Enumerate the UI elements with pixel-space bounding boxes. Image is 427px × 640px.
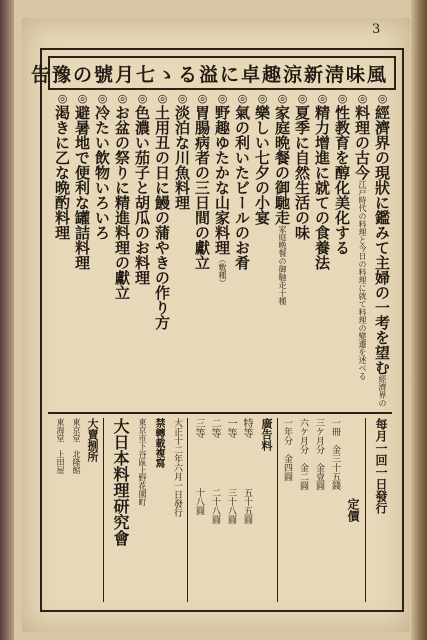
publisher-name: 大日本料理研究會 <box>111 418 130 546</box>
address: 東京市下谷區上野花園町 <box>138 418 147 506</box>
price-row-3: 六ケ月分 金二圓 <box>298 418 308 490</box>
article-column <box>273 92 292 410</box>
article-column <box>173 92 192 410</box>
bullet-mark: ◎ <box>56 92 69 105</box>
bullet-mark: ◎ <box>176 92 189 105</box>
article-subtitle: 江戸時代の料理と今日の料理に就て料理の變遷を述べる <box>358 180 367 380</box>
article-column <box>253 92 272 410</box>
bullet-mark: ◎ <box>296 92 309 105</box>
book-spine <box>0 0 14 640</box>
price-header: 定價 <box>346 498 360 522</box>
article-title: 冷たい飲物いろいろ <box>93 105 111 240</box>
article-title: 胃腸病者の三日間の獻立 <box>193 105 211 270</box>
article-title: 土用丑の日に鰻の蒲やきの作り方 <box>153 105 171 330</box>
bullet-mark: ◎ <box>256 92 269 105</box>
bullet-mark: ◎ <box>96 92 109 105</box>
ad-header: 廣告料 <box>260 418 273 451</box>
article-column <box>333 92 352 410</box>
ad-class-3: 二等 <box>209 418 220 438</box>
article-title: 經濟界の現狀に鑑みて主婦の一考を望む <box>373 105 391 375</box>
article-title: 色濃い茄子と胡瓜のお料理 <box>133 105 151 285</box>
bullet-mark: ◎ <box>196 92 209 105</box>
divider <box>103 418 104 602</box>
article-column <box>93 92 112 410</box>
banner <box>30 56 396 90</box>
article-title: 避暑地で便利な罐詰料理 <box>73 105 91 270</box>
divider <box>365 418 366 602</box>
article-column <box>373 92 392 410</box>
article-title: お盆の祭りに精進料理の獻立 <box>113 105 131 300</box>
reprint-notice: 禁轉載複寫 <box>153 418 164 468</box>
bullet-mark: ◎ <box>216 92 229 105</box>
article-column <box>193 92 212 410</box>
article-column <box>353 92 372 410</box>
article-title: 氣の利いたビールのお肴 <box>233 105 251 270</box>
article-title: 精力增進に就ての食養法 <box>313 105 331 270</box>
article-title: 野趣ゆたかな山家料理 <box>213 105 231 255</box>
ad-price-4: 十八圓 <box>194 488 204 515</box>
article-column <box>293 92 312 410</box>
bullet-mark: ◎ <box>356 92 369 105</box>
divider <box>277 418 278 602</box>
price-row-1: 一冊 金三十五錢 <box>330 418 340 490</box>
article-column <box>153 92 172 410</box>
bullet-mark: ◎ <box>76 92 89 105</box>
distributor-list-1: 東京堂 北隆館 <box>72 418 81 474</box>
article-title: 淡泊な川魚料理 <box>173 105 191 210</box>
ad-price-2: 三十八圓 <box>226 488 236 524</box>
article-subtitle: 家庭晩餐の御馳走十種 <box>278 225 287 305</box>
divider <box>187 418 188 602</box>
ad-price-3: 二十八圓 <box>210 488 220 524</box>
article-column <box>113 92 132 410</box>
price-row-4: 一年分 金四圓 <box>282 418 292 481</box>
article-title: 家庭晩餐の御馳走 <box>273 105 291 225</box>
article-column <box>213 92 232 410</box>
ad-class-4: 三等 <box>193 418 204 438</box>
price-row-2: 三ケ月分 金壹圓 <box>314 418 324 490</box>
page-edge <box>411 0 427 640</box>
distributor-header: 大賣捌所 <box>86 418 99 462</box>
bullet-mark: ◎ <box>316 92 329 105</box>
divider-line <box>48 412 392 414</box>
ad-price-1: 五十五圓 <box>242 488 252 524</box>
bullet-mark: ◎ <box>156 92 169 105</box>
bullet-mark: ◎ <box>116 92 129 105</box>
banner-title: 風味淸新涼趣卓に溢るゝ七月號の豫告 <box>30 64 388 86</box>
article-title: 樂しい七夕の小宴 <box>253 105 271 225</box>
bullet-mark: ◎ <box>336 92 349 105</box>
ad-class-2: 一等 <box>225 418 236 438</box>
ad-class-1: 特等 <box>241 418 252 438</box>
bullet-mark: ◎ <box>136 92 149 105</box>
colophon <box>48 418 392 602</box>
publish-info: 大正十二年六月一日發行 <box>172 418 182 517</box>
article-subtitle: 經濟界の <box>378 375 387 407</box>
article-column <box>133 92 152 410</box>
page-number: 3 <box>372 22 381 37</box>
bullet-mark: ◎ <box>376 92 389 105</box>
article-title: 性教育を醇化美化する <box>333 105 351 255</box>
bullet-mark: ◎ <box>276 92 289 105</box>
issue-note: 每月一回一日發行 <box>374 418 388 514</box>
main-columns <box>48 92 392 410</box>
article-subtitle: （敷種） <box>218 255 227 287</box>
article-title: 料理の古今 <box>353 105 371 180</box>
article-column <box>313 92 332 410</box>
article-title: 夏季に自然生活の味 <box>293 105 311 240</box>
article-column <box>233 92 252 410</box>
article-column <box>73 92 92 410</box>
bullet-mark: ◎ <box>236 92 249 105</box>
article-column <box>53 92 72 410</box>
article-title: 渇きに乙な晩酌料理 <box>53 105 71 240</box>
distributor-list-2: 東海堂 上田屋 <box>56 418 65 474</box>
